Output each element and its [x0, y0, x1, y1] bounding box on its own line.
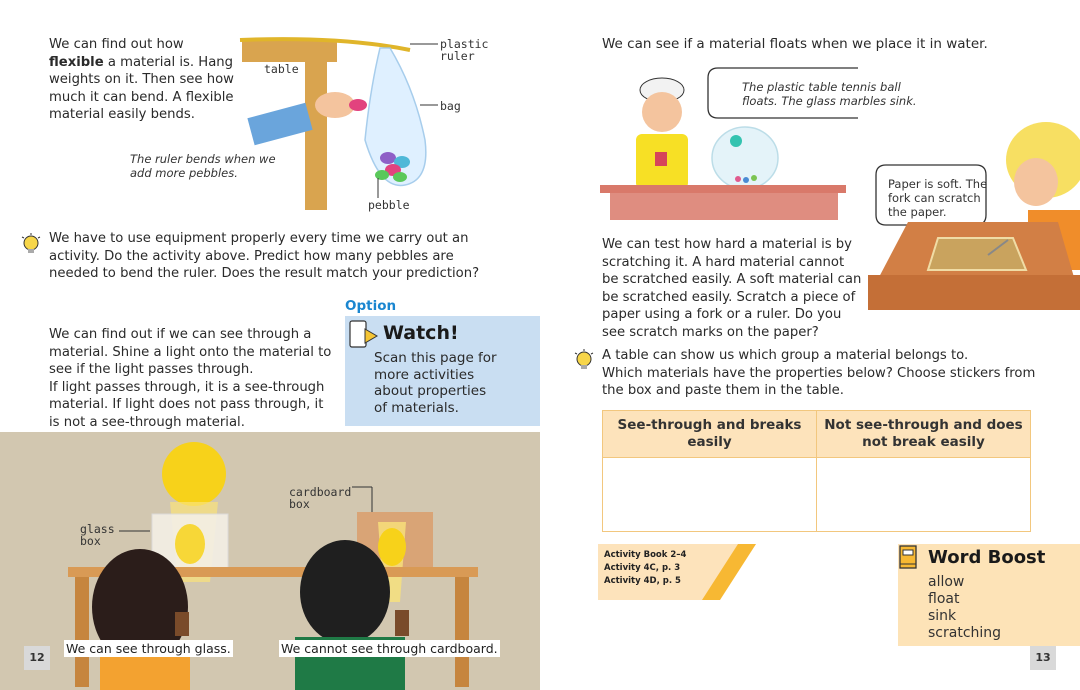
equipment-line-3: needed to bend the ruler. Does the result match your prediction? [49, 266, 480, 281]
hardness-line-5: paper using a fork or a ruler. Do you [602, 307, 842, 322]
lightbulb-hand-icon [20, 233, 42, 257]
marble-2 [743, 177, 749, 183]
see-through-line-4: If light passes through, it is a see-through [49, 379, 325, 395]
header-see-through-line-2: easily [687, 434, 732, 450]
hardness-paragraph [602, 236, 862, 341]
ball-bubble-text [742, 80, 922, 108]
caption-cardboard: We cannot see through cardboard. [281, 641, 498, 656]
hardness-line-1: We can test how hard a material is by [602, 237, 852, 252]
see-through-line-6: is not a see-through material. [49, 414, 245, 430]
pebble-5 [393, 172, 407, 182]
flexible-line-2: a material is. Hang [107, 54, 234, 70]
held-pebble [349, 99, 367, 111]
paper-bubble-line-3: the paper. [888, 205, 947, 219]
boy-hair [300, 540, 390, 644]
pebble-1 [380, 152, 396, 164]
table-intro [602, 347, 1052, 400]
desk-leg-left [75, 577, 89, 687]
properties-table [602, 410, 1031, 532]
label-cardboard: cardboard [289, 485, 352, 499]
watch-line-3: about properties [374, 383, 487, 399]
sleeve [247, 103, 312, 146]
page-number-right: 13 [1030, 646, 1056, 670]
equipment-line-2: activity. Do the activity above. Predict how many pebbles are [49, 248, 454, 264]
see-through-line-1: We can find out if we can see through a [49, 327, 312, 342]
label-glass-box: box [80, 534, 101, 548]
header-not-see-through-line-2: not break easily [862, 434, 985, 450]
girl-flashlight [175, 612, 189, 636]
paper-bubble-line-2: fork can scratch [888, 191, 981, 205]
flexible-line-5: material easily bends. [49, 107, 195, 122]
pebble-4 [375, 170, 389, 180]
activity-text [604, 549, 686, 588]
table-intro-line-2: Which materials have the properties below? Choose stickers from [602, 365, 1036, 381]
word-sink: sink [928, 608, 957, 624]
marble-1 [735, 176, 741, 182]
paper-bubble-text [888, 177, 988, 219]
flexible-line-1: We can find out how [49, 37, 184, 52]
paper-bubble-line-1: Paper is soft. The [888, 177, 988, 191]
ruler-caption-line-2: add more pebbles. [130, 166, 238, 180]
hardness-line-4: be scratched easily. Scratch a piece of [602, 289, 856, 305]
ruler-caption [130, 152, 276, 180]
desk-leg-right [455, 577, 469, 687]
hardness-line-3: be scratched easily. A soft material can [602, 272, 862, 287]
activity-line-1: Activity Book 2–4 [604, 550, 687, 560]
label-pebble: pebble [368, 198, 410, 212]
phone-scan-icon [347, 319, 379, 349]
floats-intro: We can see if a material floats when we place it in water. [602, 36, 988, 52]
header-not-see-through [817, 411, 1031, 458]
header-see-through [603, 411, 817, 458]
floats-table-body [610, 193, 838, 220]
word-scratching: scratching [928, 625, 1002, 641]
glass-light-spot [175, 524, 205, 564]
boy-badge [655, 152, 667, 166]
book-icon [898, 545, 918, 571]
flexible-paragraph [49, 36, 239, 124]
watch-title: Watch! [383, 322, 459, 344]
option-label: Option [345, 298, 397, 314]
equipment-paragraph [49, 230, 519, 283]
see-through-line-3: see if the light passes through. [49, 362, 254, 377]
boy-face [642, 92, 682, 132]
hardness-line-6: see scratch marks on the paper? [602, 324, 819, 340]
watch-line-1: Scan this page for [374, 350, 497, 366]
marble-3 [751, 175, 757, 181]
watch-text [374, 350, 534, 416]
table-intro-line-1: A table can show us which group a material belongs to. [602, 348, 969, 363]
watch-line-2: more activities [374, 366, 475, 383]
floats-table-top [600, 185, 846, 193]
label-table: table [264, 62, 299, 76]
answer-cell-see-through[interactable] [603, 458, 817, 532]
label-plastic: plastic [440, 37, 489, 51]
see-through-line-2: material. Shine a light onto the material to [49, 344, 332, 360]
see-through-paragraph [49, 326, 339, 431]
answer-cell-not-see-through[interactable] [817, 458, 1031, 532]
ball-bubble-line-1: The plastic table tennis ball [742, 80, 901, 94]
activity-line-3: Activity 4D, p. 5 [604, 576, 681, 586]
girl-shirt [100, 652, 190, 690]
ruler-caption-line-1: The ruler bends when we [130, 152, 276, 166]
watch-line-4: of materials. [374, 399, 459, 416]
hardness-line-2: scratching it. A hard material cannot [602, 254, 845, 270]
label-glass: glass [80, 522, 115, 536]
label-bag: bag [440, 99, 461, 113]
label-ruler: ruler [440, 49, 475, 63]
table-intro-line-3: the box and paste them in the table. [602, 383, 844, 398]
girl-face [1014, 158, 1058, 206]
paper-sheet [928, 238, 1026, 270]
lamp [162, 442, 226, 506]
label-cardboard-box: box [289, 497, 310, 511]
table-header-row [603, 411, 1031, 458]
table-answer-row [603, 458, 1031, 532]
word-float: float [928, 591, 960, 607]
header-see-through-line-1: See-through and breaks [617, 417, 802, 433]
ball-bubble-line-2: floats. The glass marbles sink. [742, 94, 917, 108]
scratch-table-front [868, 275, 1080, 310]
caption-glass: We can see through glass. [66, 641, 231, 656]
cardboard-light-spot [378, 528, 406, 566]
flexible-keyword: flexible [49, 54, 104, 70]
flexible-line-4: much it can bend. A flexible [49, 89, 234, 105]
word-allow: allow [928, 574, 965, 590]
page-number-left: 12 [24, 646, 50, 670]
equipment-line-1: We have to use equipment properly every time we carry out an [49, 231, 469, 246]
table-tennis-ball [730, 135, 742, 147]
flexible-line-3: weights on it. Then see how [49, 72, 234, 87]
activity-line-2: Activity 4C, p. 3 [604, 563, 681, 573]
see-through-line-5: material. If light does not pass through, it [49, 397, 324, 412]
lightbulb-hand-icon-2 [573, 349, 595, 373]
boy-flashlight [395, 610, 409, 636]
header-not-see-through-line-1: Not see-through and does [824, 417, 1023, 433]
word-boost-title: Word Boost [928, 547, 1046, 568]
